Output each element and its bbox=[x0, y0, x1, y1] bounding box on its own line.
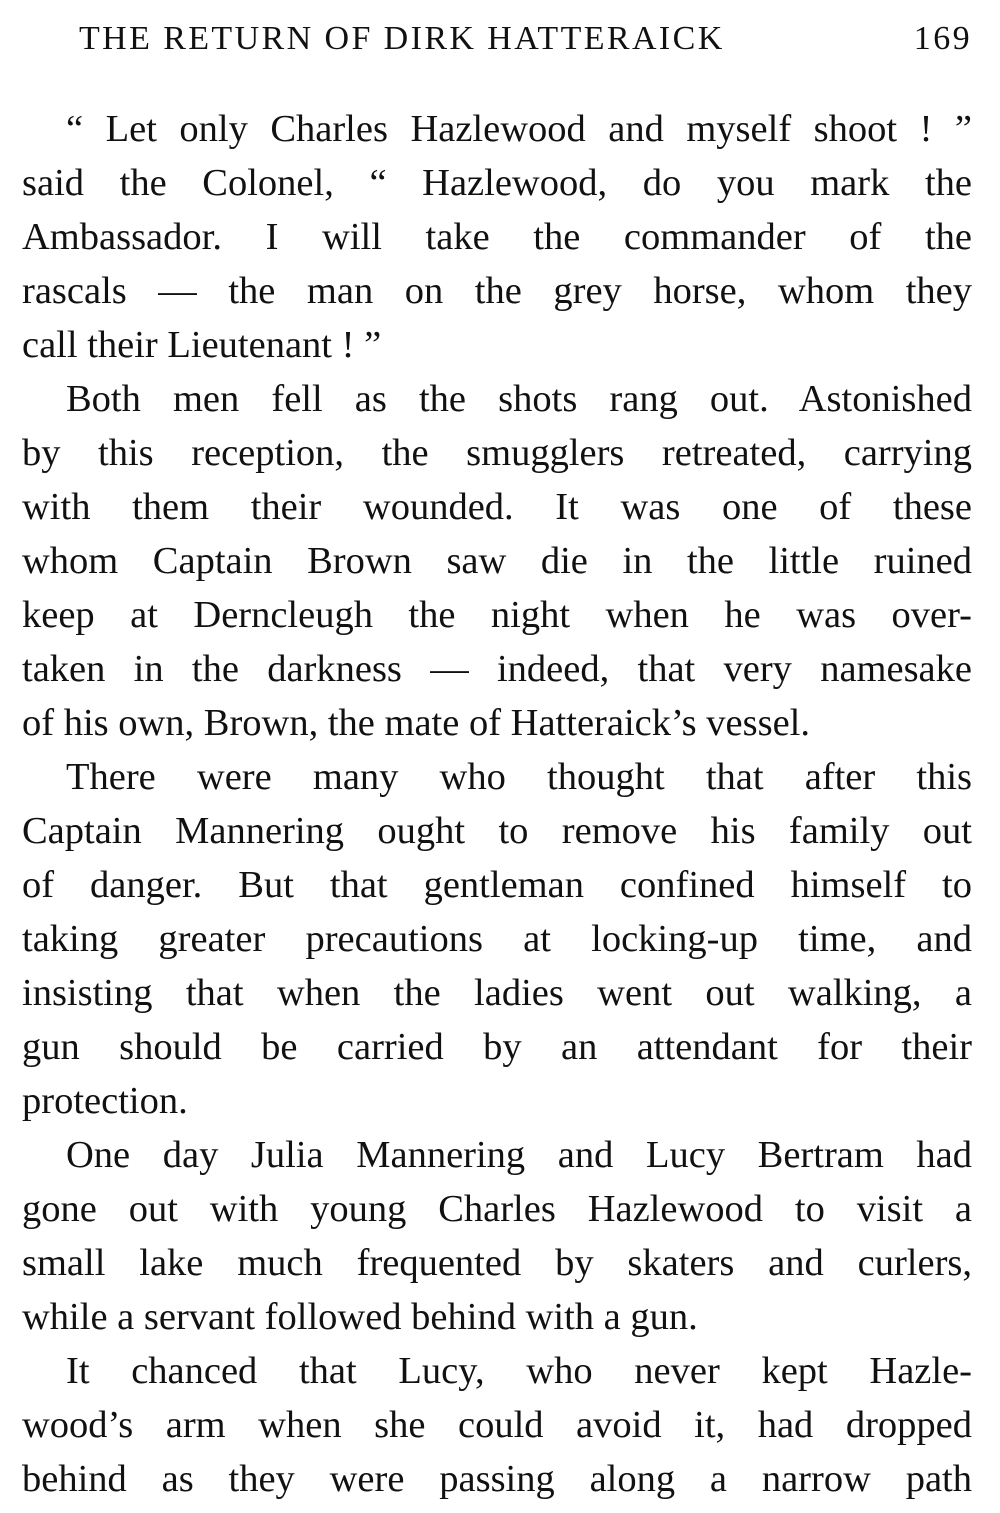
text-line: small lake much frequented by skaters and curlers, bbox=[22, 1242, 972, 1284]
text-line: rascals — the man on the grey horse, whom they bbox=[22, 270, 972, 312]
text-line: Ambassador. I will take the commander of the bbox=[22, 216, 972, 258]
text-line: insisting that when the ladies went out walking, a bbox=[22, 972, 972, 1014]
text-line: said the Colonel, “ Hazlewood, do you mark the bbox=[22, 162, 972, 204]
text-line: protection. bbox=[22, 1080, 188, 1122]
body-text bbox=[22, 102, 972, 1506]
text-line: of his own, Brown, the mate of Hatteraick’s vessel. bbox=[22, 702, 810, 744]
text-line: One day Julia Mannering and Lucy Bertram had bbox=[66, 1134, 972, 1176]
text-line: whom Captain Brown saw die in the little ruined bbox=[22, 540, 972, 582]
text-line: while a servant followed behind with a gun. bbox=[22, 1296, 698, 1338]
text-line: taken in the darkness — indeed, that very namesake bbox=[22, 648, 972, 690]
text-line: of danger. But that gentleman confined himself to bbox=[22, 864, 972, 906]
text-line: with them their wounded. It was one of these bbox=[22, 486, 972, 528]
page-number: 169 bbox=[913, 20, 972, 57]
text-line: wood’s arm when she could avoid it, had dropped bbox=[22, 1404, 972, 1446]
text-line: by this reception, the smugglers retreated, carrying bbox=[22, 432, 972, 474]
text-line: There were many who thought that after this bbox=[66, 756, 972, 798]
text-line: Captain Mannering ought to remove his family out bbox=[22, 810, 972, 852]
text-line: keep at Derncleugh the night when he was over- bbox=[22, 594, 972, 636]
text-line: gone out with young Charles Hazlewood to visit a bbox=[22, 1188, 972, 1230]
text-line: “ Let only Charles Hazlewood and myself shoot ! ” bbox=[66, 108, 972, 150]
running-head bbox=[79, 16, 972, 62]
chapter-title: THE RETURN OF DIRK HATTERAICK bbox=[79, 20, 725, 57]
text-line: It chanced that Lucy, who never kept Hazle- bbox=[66, 1350, 972, 1392]
book-page bbox=[22, 16, 972, 1506]
text-line: gun should be carried by an attendant for their bbox=[22, 1026, 972, 1068]
text-line: behind as they were passing along a narrow path bbox=[22, 1458, 972, 1500]
text-line: call their Lieutenant ! ” bbox=[22, 324, 382, 366]
text-line: Both men fell as the shots rang out. Astonished bbox=[66, 378, 972, 420]
text-line: taking greater precautions at locking-up time, and bbox=[22, 918, 972, 960]
